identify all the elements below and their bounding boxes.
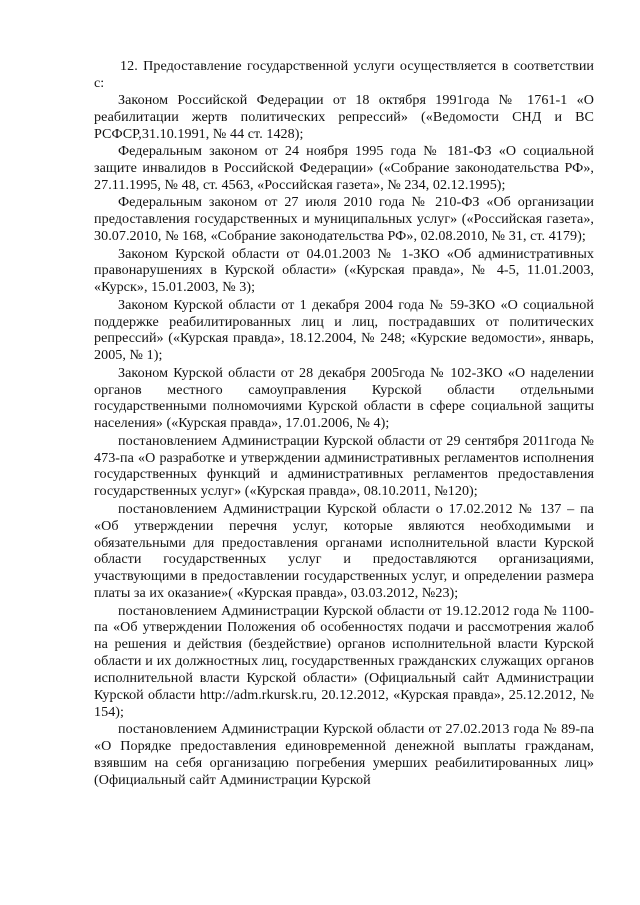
paragraph-decree-89: постановлением Администрации Курской области от 27.02.2013 года № 89-па «О Порядке предоставления единовременной денежной выплаты гражданам, взявшим на себя организацию погребения умерших реабилитированных лиц» (Официальный сайт Администрации Курской <box>94 721 594 788</box>
paragraph-decree-137: постановлением Администрации Курской области о 17.02.2012 № 137 – па «Об утверждении перечня услуг, которые являются необходимыми и обязательными для предоставления органами исполнительной власти Курской области государственных услуг и предоставляются организациями, участвующими в предоставлении государственных услуг, и определении размера платы за их оказание»( «Курская правда», 03.03.2012, №23); <box>94 500 594 602</box>
paragraph-kursk-social-support: Законом Курской области от 1 декабря 2004 года № 59-ЗКО «О социальной поддержке реабилитированных лиц и лиц, пострадавших от политических репрессий» («Курская правда», 18.12.2004, № 248; «Курские ведомости», январь, 2005, № 1); <box>94 296 594 364</box>
paragraph-item-12-intro: 12. Предоставление государственной услуги осуществляется в соответствии с: <box>94 58 594 91</box>
paragraph-kursk-administrative-offenses: Законом Курской области от 04.01.2003 № 1-ЗКО «Об административных правонарушениях в Курской области» («Курская правда», № 4-5, 11.01.2003, «Курск», 15.01.2003, № 3); <box>94 245 594 296</box>
paragraph-law-disabled-protection: Федеральным законом от 24 ноября 1995 года № 181-ФЗ «О социальной защите инвалидов в Российской Федерации» («Собрание законодательства РФ», 27.11.1995, № 48, ст. 4563, «Российская газета», № 234, 02.12.1995); <box>94 143 594 194</box>
paragraph-decree-1100: постановлением Администрации Курской области от 19.12.2012 года № 1100-па «Об утверждении Положения об особенностях подачи и рассмотрения жалоб на решения и действия (бездействие) органов исполнительной власти Курской области и их должностных лиц, государственных гражданских служащих органов исполнительной власти Курской области» (Официальный сайт Администрации Курской области http://adm.rkursk.ru, 20.12.2012, «Курская правда», 25.12.2012, № 154); <box>94 602 594 720</box>
paragraph-law-rehabilitation: Законом Российской Федерации от 18 октября 1991года № 1761-1 «О реабилитации жертв политических репрессий» («Ведомости СНД и ВС РСФСР,31.10.1991, № 44 ст. 1428); <box>94 92 594 143</box>
paragraph-kursk-local-government-powers: Законом Курской области от 28 декабря 2005года № 102-ЗКО «О наделении органов местного самоуправления Курской области отдельными государственными полномочиями Курской области в сфере социальной защиты населения» («Курская правда», 17.01.2006, № 4); <box>94 364 594 432</box>
paragraph-decree-473: постановлением Администрации Курской области от 29 сентября 2011года № 473-па «О разработке и утверждении административных регламентов исполнения государственных функций и административных регламентов предоставления государственных услуг» («Курская правда», 08.10.2011, №120); <box>94 432 594 500</box>
paragraph-law-public-services: Федеральным законом от 27 июля 2010 года № 210-ФЗ «Об организации предоставления государственных и муниципальных услуг» («Российская газета», 30.07.2010, № 168, «Собрание законодательства РФ», 02.08.2010, № 31, ст. 4179); <box>94 194 594 245</box>
